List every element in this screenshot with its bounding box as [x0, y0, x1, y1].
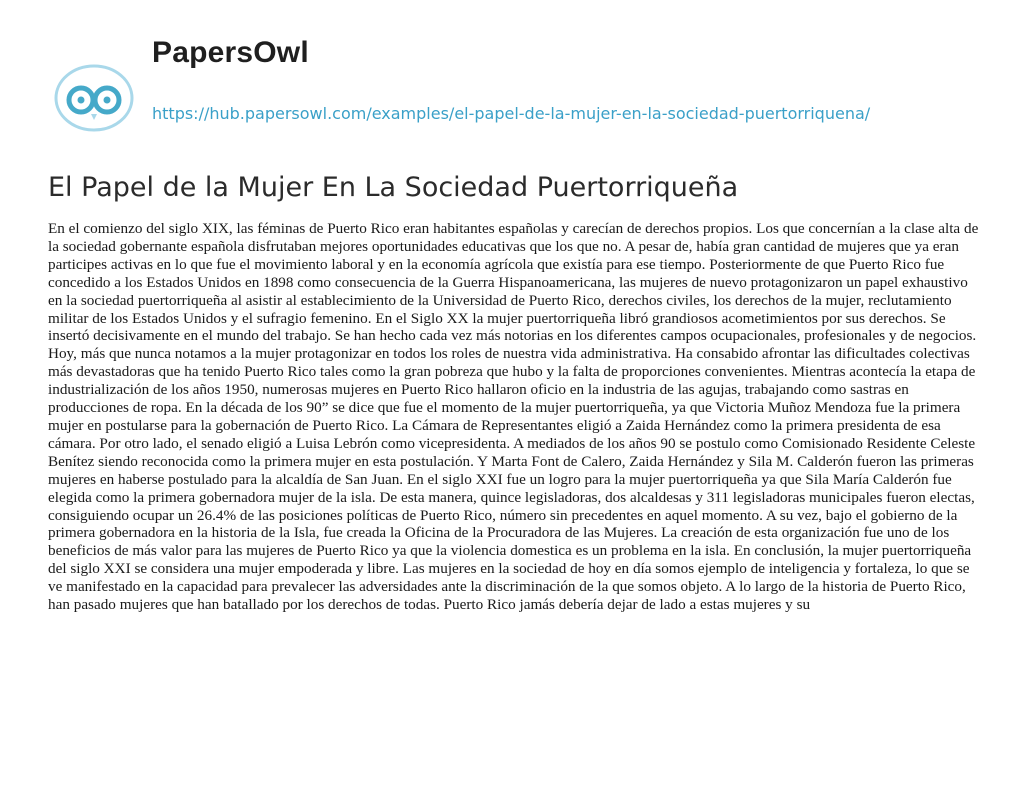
brand-name: PapersOwl: [152, 36, 309, 69]
source-url[interactable]: https://hub.papersowl.com/examples/el-papel-de-la-mujer-en-la-sociedad-puertorriquena/: [152, 104, 871, 123]
site-header: [48, 36, 988, 126]
owl-logo-icon: [48, 58, 140, 136]
document-body: En el comienzo del siglo XIX, las féminas de Puerto Rico eran habitantes españolas y carecían de derechos propios. Los que concernían a la clase alta de la sociedad gobernante española disfrutaban mejores oportunidades educativas que los que no. A pesar de, había gran cantidad de mujeres que ya eran participes activas en lo que fue el movimiento laboral y en la economía agrícola que existía para ese tiempo. Posteriormente de que Puerto Rico fue concedido a los Estados Unidos en 1898 como consecuencia de la Guerra Hispanoamericana, las mujeres de nuevo protagonizaron un papel exhaustivo en la sociedad puertorriqueña al asistir al establecimiento de la Universidad de Puerto Rico, derechos civiles, los derechos de la mujer, reclutamiento militar de los Estados Unidos y el sufragio femenino. En el Siglo XX la mujer puertorriqueña libró grandiosos acometimientos por sus derechos. Se insertó decisivamente en el mundo del trabajo. Se han hecho cada vez más notorias en los diferentes campos ocupacionales, profesionales y de negocios. Hoy, más que nunca notamos a la mujer protagonizar en todos los roles de nuestra vida administrativa. Ha consabido afrontar las dificultades colectivas más devastadoras que ha tenido Puerto Rico tales como la gran pobreza que hubo y la falta de proporciones convenientes. Mientras acontecía la etapa de industrialización de los años 1950, numerosas mujeres en Puerto Rico hallaron oficio en la industria de las agujas, trabajando como sastras en producciones de ropa. En la década de los 90” se dice que fue el momento de la mujer puertorriqueña, ya que Victoria Muñoz Mendoza fue la primera mujer en postularse para la gobernación de Puerto Rico. La Cámara de Representantes eligió a Zaida Hernández como la primera presidenta de esa cámara. Por otro lado, el senado eligió a Luisa Lebrón como vicepresidenta. A mediados de los años 90 se postulo como Comisionado Residente Celeste Benítez siendo reconocida como la primera mujer en esta postulación. Y Marta Font de Calero, Zaida Hernández y Sila M. Calderón fueron las primeras mujeres en haberse postulado para la alcaldía de San Juan. En el siglo XXI fue un logro para la mujer puertorriqueña ya que Sila María Calderón fue elegida como la primera gobernadora mujer de la isla. De esta manera, quince legisladoras, dos alcaldesas y 311 legisladoras municipales fueron electas, consiguiendo ocupar un 26.4% de las posiciones políticas de Puerto Rico, número sin precedentes en aquel momento. A su vez, bajo el gobierno de la primera gobernadora en la historia de la Isla, fue creada la Oficina de la Procuradora de las Mujeres. La creación de esta organización fue uno de los beneficios de más valor para las mujeres de Puerto Rico ya que la violencia domestica es un problema en la isla. En conclusión, la mujer puertorriqueña del siglo XXI se considera una mujer empoderada y libre. Las mujeres en la sociedad de hoy en día somos ejemplo de inteligencia y fortaleza, lo que se ve manifestado en la capacidad para prevalecer las adversidades ante la discriminación de la que somos objeto. A lo largo de la historia de Puerto Rico, han pasado mujeres que han batallado por los derechos de todas. Puerto Rico jamás debería dejar de lado a estas mujeres y su: [48, 220, 979, 614]
document-title: El Papel de la Mujer En La Sociedad Puertorriqueña: [48, 172, 739, 203]
